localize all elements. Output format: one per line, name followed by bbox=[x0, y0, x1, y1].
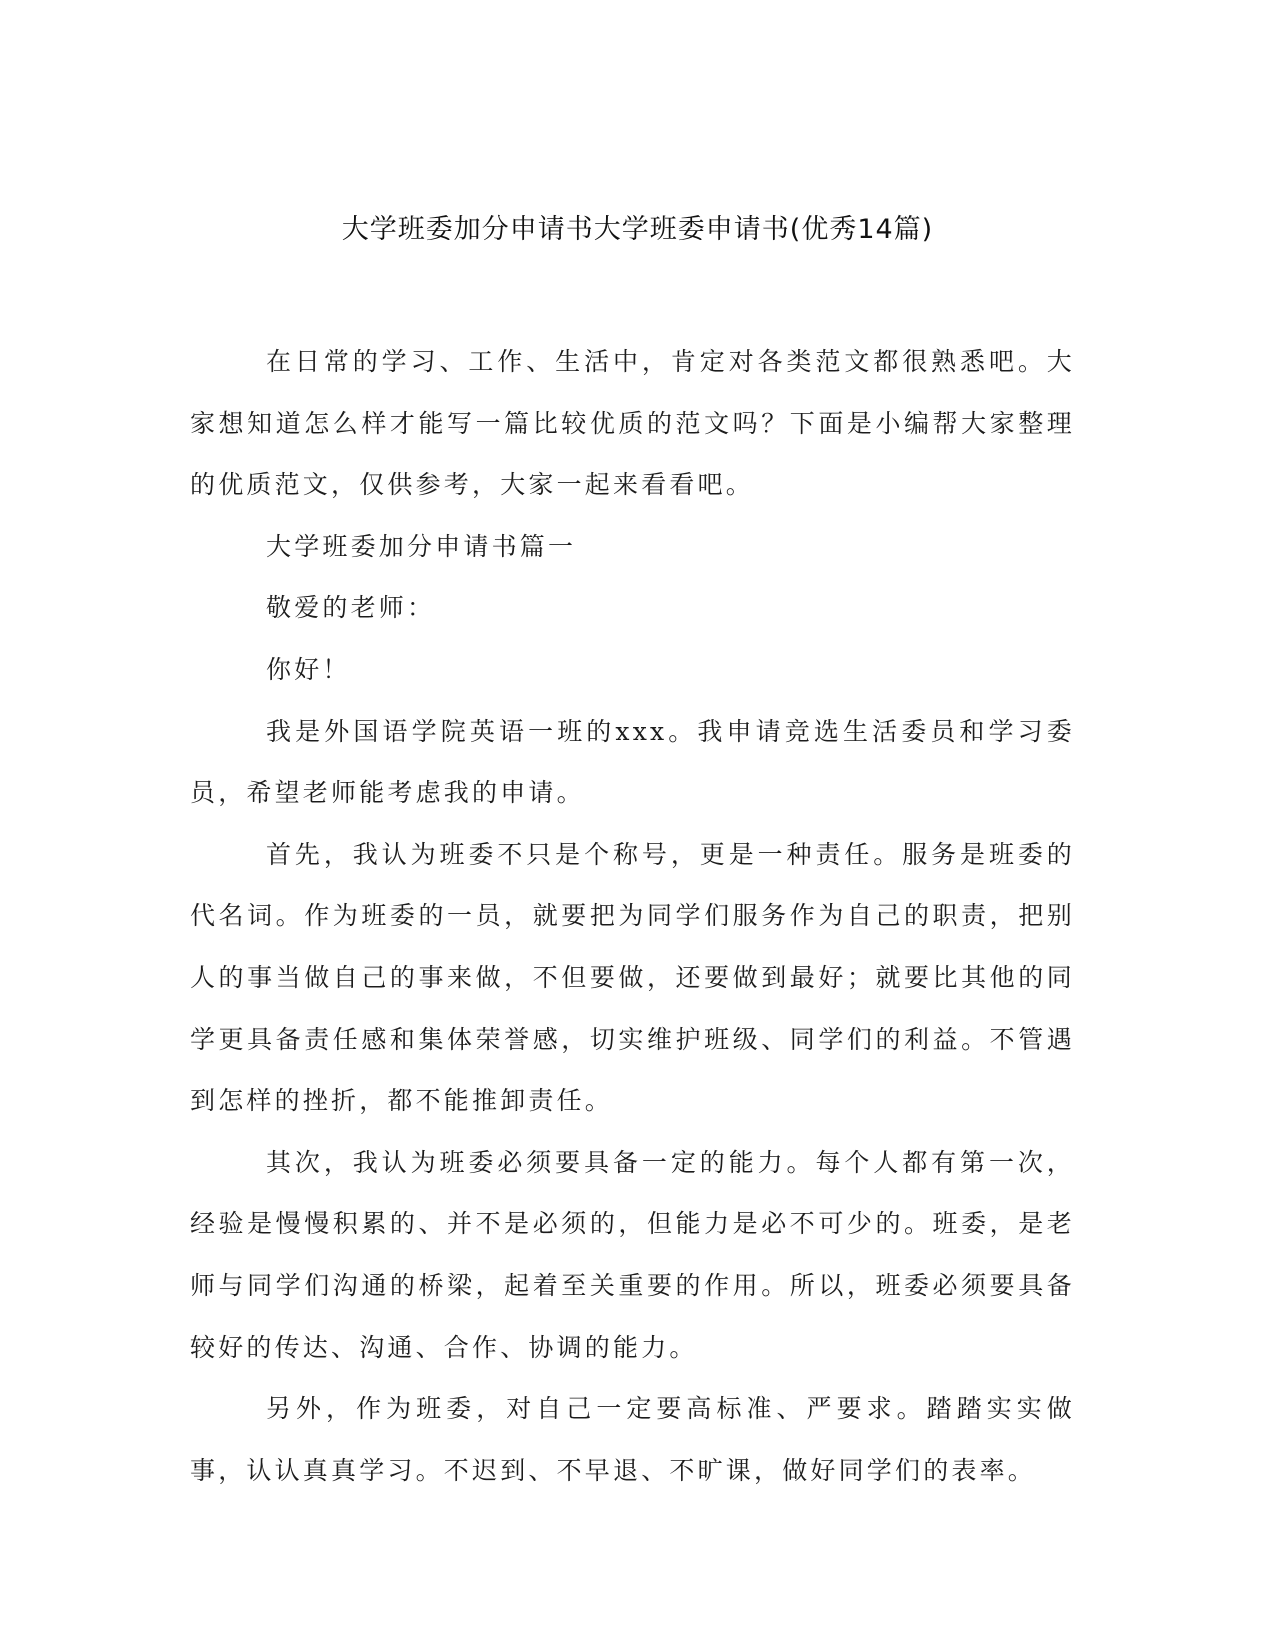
salutation: 敬爱的老师： bbox=[266, 593, 436, 623]
document-title: 大学班委加分申请书大学班委申请书(优秀14篇) bbox=[341, 214, 934, 245]
body-paragraph: 首先，我认为班委不只是个称号，更是一种责任。服务是班委的代名词。作为班委的一员，就要把为同学们服务作为自己的职责，把别人的事当做自己的事来做，不但要做，还要做到最好；就要比其他的同学更具备责任感和集体荣誉感，切实维护班级、同学们的利益。不管遇到怎样的挫折，都不能推卸责任。 bbox=[190, 839, 1075, 1116]
body-paragraph: 我是外国语学院英语一班的xxx。我申请竞选生活委员和学习委员，希望老师能考虑我的申请。 bbox=[190, 716, 1075, 808]
section-heading: 大学班委加分申请书篇一 bbox=[266, 531, 577, 561]
body-paragraph: 其次，我认为班委必须要具备一定的能力。每个人都有第一次，经验是慢慢积累的、并不是必须的，但能力是必不可少的。班委，是老师与同学们沟通的桥梁，起着至关重要的作用。所以，班委必须要具备较好的传达、沟通、合作、协调的能力。 bbox=[190, 1147, 1075, 1362]
intro-paragraph: 在日常的学习、工作、生活中，肯定对各类范文都很熟悉吧。大家想知道怎么样才能写一篇比较优质的范文吗？下面是小编帮大家整理的优质范文，仅供参考，大家一起来看看吧。 bbox=[190, 347, 1075, 500]
document-body bbox=[190, 331, 1075, 1501]
body-paragraph: 另外，作为班委，对自己一定要高标准、严要求。踏踏实实做事，认认真真学习。不迟到、不早退、不旷课，做好同学们的表率。 bbox=[190, 1394, 1075, 1485]
greeting: 你好！ bbox=[266, 654, 351, 684]
